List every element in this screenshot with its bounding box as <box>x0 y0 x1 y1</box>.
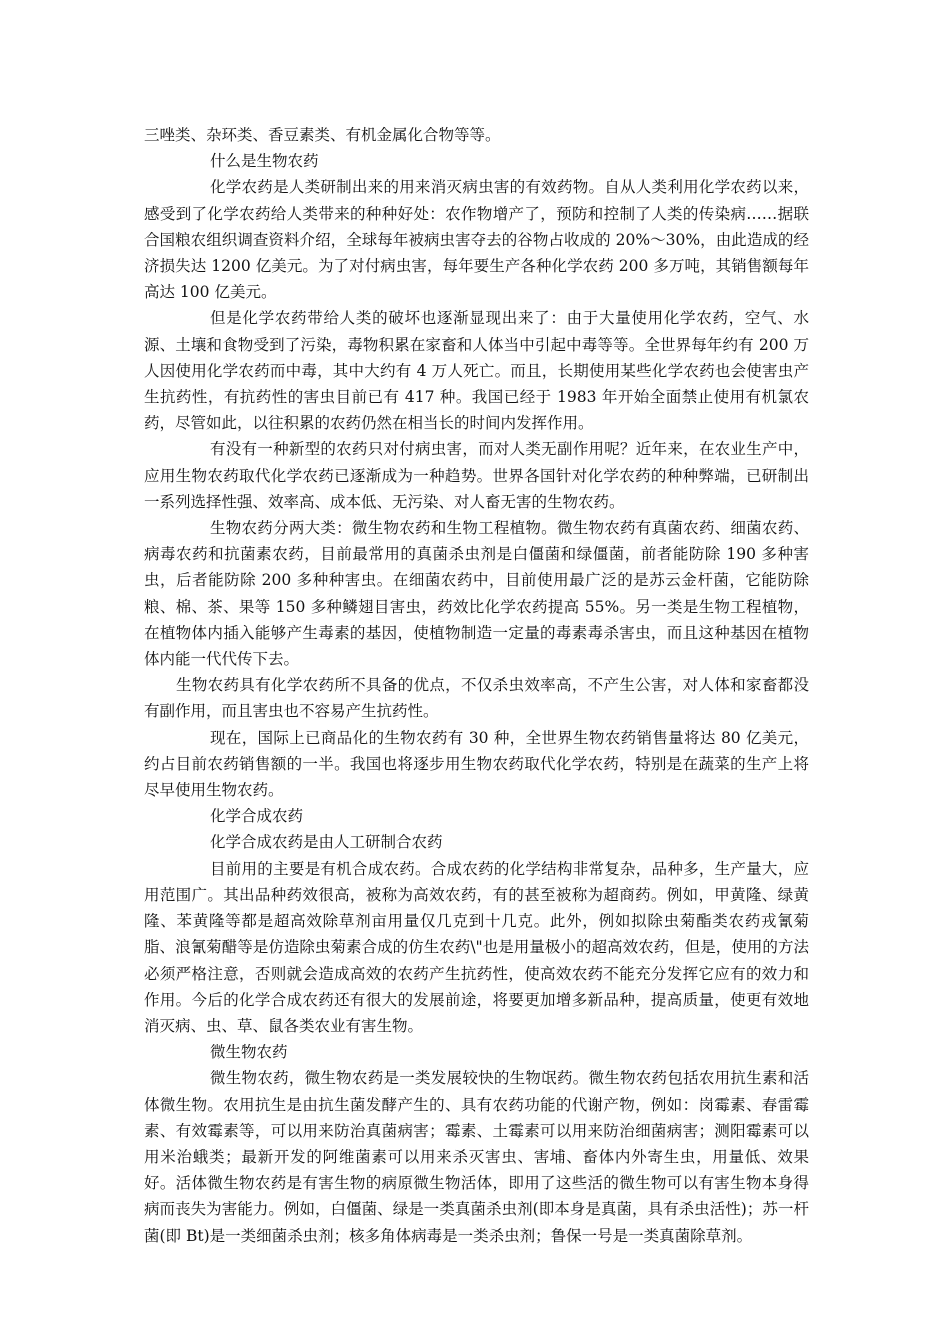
paragraph-biopesticide-market: 现在，国际上已商品化的生物农药有 30 种，全世界生物农药销售量将达 80 亿美元，约占目前农药销售额的一半。我国也将逐步用生物农药取代化学农药，特别是在蔬菜的生产上将尽早使用生物农药。 <box>144 728 809 800</box>
heading-microbial-pesticide: 微生物农药 <box>210 1043 288 1062</box>
paragraph-synthetic-pesticide-details: 目前用的主要是有机合成农药。合成农药的化学结构非常复杂，品种多，生产量大，应用范围广。其出品种药效很高，被称为高效农药，有的甚至被称为超商药。例如，甲黄隆、绿黄隆、苯黄隆等都是超高效除草剂亩用量仅几克到十几克。此外，例如拟除虫菊酯类农药戎氰菊脂、浪氰菊醋等是仿造除虫菊素合成的仿生农药\"也是用量极小的超高效农药，但是，使用的方法必须严格注意，否则就会造成高效的农药产生抗药性，使高效农药不能充分发挥它应有的效力和作用。今后的化学合成农药还有很大的发展前途，将要更加增多新品种，提高质量，使更有效地消灭病、虫、草、鼠各类农业有害生物。 <box>144 859 809 1035</box>
paragraph-chemical-pesticide-harm: 但是化学农药带给人类的破坏也逐渐显现出来了：由于大量使用化学农药，空气、水源、土壤和食物受到了污染，毒物积累在家畜和人体当中引起中毒等等。全世界每年约有 200 万人因使用化学农药而中毒，其中大约有 4 万人死亡。而且，长期使用某些化学农药也会使害虫产生抗药性，有抗药性的害虫目前已有 417 种。我国已经于 1983 年开始全面禁止使用有机氯农药，尽管如此，以往积累的农药仍然在相当长的时间内发挥作用。 <box>144 309 809 433</box>
paragraph-biopesticide-types: 生物农药分两大类：微生物农药和生物工程植物。微生物农药有真菌农药、细菌农药、病毒农药和抗菌素农药，目前最常用的真菌杀虫剂是白僵菌和绿僵菌，前者能防除 190 多种害虫，后者能防除 200 多种种害虫。在细菌农药中，目前使用最广泛的是苏云金杆菌，它能防除粮、棉、茶、果等 150 多种鳞翅目害虫，药效比化学农药提高 55%。另一类是生物工程植物，在植物体内插入能够产生毒素的基因，使植物制造一定量的毒素毒杀害虫，而且这种基因在植物体内能一代代传下去。 <box>144 519 809 669</box>
paragraph-chemical-classes-end: 三唑类、杂环类、香豆素类、有机金属化合物等等。 <box>144 126 501 144</box>
document-page <box>144 122 809 1249</box>
subheading-synthetic-definition: 化学合成农药是由人工研制合农药 <box>210 833 443 852</box>
heading-what-is-biopesticide: 什么是生物农药 <box>210 152 319 171</box>
paragraph-new-pesticide-trend: 有没有一种新型的农药只对付病虫害，而对人类无副作用呢？近年来，在农业生产中，应用生物农药取代化学农药已逐渐成为一种趋势。世界各国针对化学农药的种种弊端，已研制出一系列选择性强、效率高、成本低、无污染、对人畜无害的生物农药。 <box>144 440 809 511</box>
heading-synthetic-pesticide: 化学合成农药 <box>210 807 304 826</box>
paragraph-chemical-pesticide-benefits: 化学农药是人类研制出来的用来消灭病虫害的有效药物。自从人类利用化学农药以来，感受到了化学农药给人类带来的种种好处：农作物增产了，预防和控制了人类的传染病……据联合国粮农组织调查资料介绍，全球每年被病虫害夺去的谷物占收成的 20%～30%，由此造成的经济损失达 1200 亿美元。为了对付病虫害，每年要生产各种化学农药 200 多万吨，其销售额每年高达 100 亿美元。 <box>144 178 809 302</box>
paragraph-microbial-pesticide-details: 微生物农药，微生物农药是一类发展较快的生物氓药。微生物农药包括农用抗生素和活体微生物。农用抗生是由抗生菌发酵产生的、具有农药功能的代谢产物，例如：岗霉素、春雷霉素、有效霉素等，可以用来防治真菌病害；霉素、土霉素可以用来防治细菌病害；测阳霉素可以用米治蛾类；最新开发的阿维菌素可以用来杀灭害虫、害埔、畜体内外寄生虫，用量低、效果好。活体微生物农药是有害生物的病原微生物活体，即用了这些活的微生物可以有害生物本身得病而丧失为害能力。例如，白僵菌、绿是一类真菌杀虫剂(即本身是真菌，具有杀虫活性)；苏一杆菌(即 Bt)是一类细菌杀虫剂；核多角体病毒是一类杀虫剂；鲁保一号是一类真菌除草剂。 <box>144 1069 809 1245</box>
paragraph-biopesticide-advantages: 生物农药具有化学农药所不具备的优点，不仅杀虫效率高，不产生公害，对人体和家畜都没有副作用，而且害虫也不容易产生抗药性。 <box>144 676 809 721</box>
